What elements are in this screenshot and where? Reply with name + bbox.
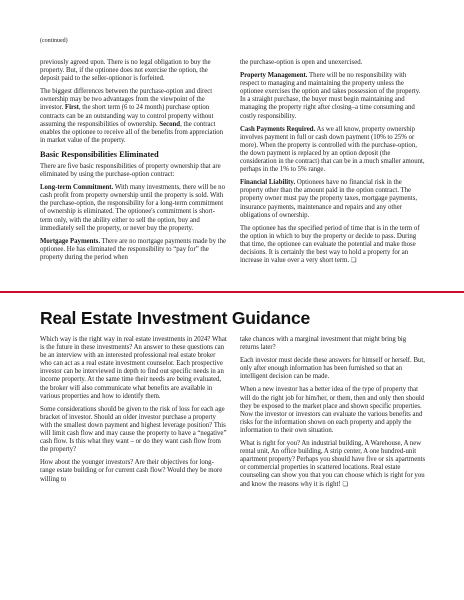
text: As we all know, property ownership involves payment in full or cash down payment (10% to 25% or more). When the property is controlled with the purchase-option, the down payment is replaced by an option deposit (the consideration in the contract) that can be in a much smaller amount, perhaps in the 1% to 5% range.	[240, 125, 425, 174]
paragraph	[40, 88, 226, 145]
emphasis: Second	[159, 120, 181, 128]
run-in-heading: Property Management.	[240, 72, 308, 80]
end-mark-icon: ❏	[351, 257, 357, 265]
text: The biggest differences between the purchase-option and direct ownership may be two advantages from the viewpoint of the investor.	[40, 88, 213, 112]
run-in-heading: Mortgage Payments.	[40, 237, 101, 245]
paragraph	[240, 225, 426, 265]
paragraph: Each investor must decide these answers for himself or herself. But, only after enough information has been furnished so that an intelligent decision can be made.	[240, 357, 425, 381]
article-title: Real Estate Investment Guidance	[40, 308, 311, 328]
text: There will be no responsibility with respect to managing and maintaining the property unless the optionee exercises the option and takes possession of the property. In a straight purchase, the buyer must begin maintaining and managing the property right after closing–a time consuming and costly responsibility.	[240, 72, 421, 120]
article-left-column	[40, 336, 228, 489]
emphasis: First	[64, 104, 79, 112]
run-in-heading: Long-term Commitment.	[40, 184, 114, 192]
text: What is right for you? An industrial building, A Warehouse, A new rental unit, An office building, A strip center, A one hundred-unit apartment property? Perhaps you should have five or six apartments or commercial properties in scattered locations. Real estate counseling can show you that you can choose which is right for you and know the reasons why it is right!	[240, 440, 426, 488]
paragraph: take chances with a marginal investment that might bring big returns later?	[240, 336, 407, 352]
section-divider	[0, 291, 464, 293]
run-in-heading: Cash Payments Required.	[240, 125, 316, 133]
text: With many investments, there will be no cash profit from property ownership until the property is sold. With the purchase-option, the responsibility for a long-term commitment of ownership is eliminated. The optionee's commitment is short-term only, with the ability either to sell the option, buy and immediately sell the property, or never buy the property.	[40, 184, 225, 232]
paragraph: Some considerations should be given to the risk of loss for each age bracket of investor. Should an older investor purchase a property with the smallest down payment and highest leverage position? This will limit cash flow and may cause the property to have a “negative” cash flow. Is this what they want – or do they want cash flow from the property?	[40, 405, 227, 454]
paragraph	[240, 179, 426, 219]
text: The optionee has the specified period of time that is in the term of the option in which to buy the property or decide to pass. During that time, the optionee can evaluate the potential and make those decisions. It is certainly the best way to hold a property for an increase in value over a very short term.	[240, 224, 420, 265]
article-right-column	[240, 336, 426, 494]
paragraph	[240, 72, 426, 121]
paragraph	[40, 184, 226, 233]
paragraph: the purchase-option is open and unexercised.	[240, 59, 363, 66]
text: , the contract enables the optionee to receive all of the benefits from appreciation in market value of the property.	[40, 120, 224, 144]
paragraph: previously agreed upon. There is no legal obligation to buy the property. But, if the optionee does not exercise the option, the deposit paid to the seller-optionor is forfeited.	[40, 59, 211, 83]
end-mark-icon: ❏	[342, 480, 349, 488]
paragraph	[240, 126, 426, 175]
paragraph: Which way is the right way in real estate investments in 2024? What is the future in these investments? An answer to these questions can be an interview with an interested professional real estate broker who can act as a real estate investment counselor. Each prospective investor can be interviewed in depth to find out specific needs in an income property. At the same time their needs are being evaluated, the broker will also communicate what benefits are available in various properties and how to identify them.	[40, 336, 227, 400]
top-left-column	[40, 59, 226, 267]
text: Optionees have no financial risk in the property other than the amount paid in the option contract. The property owner must pay the property taxes, mortgage payments, insurance payments, maintenance and repairs and any other obligations of ownership.	[240, 179, 418, 219]
paragraph	[40, 238, 226, 262]
section-heading: Basic Responsibilities Eliminated	[40, 149, 159, 159]
continued-label: (continued)	[40, 38, 68, 44]
paragraph: When a new investor has a better idea of the type of property that will do the right job for him/her, or them, then and only then should they be exposed to the market place and shown specific properties. Now the investor or investors can evaluate the various benefits and risks for the information shown on each property and apply the information to their own situation.	[240, 386, 425, 434]
paragraph: How about the younger investors? Are their objectives for long-range estate building or for current cash flow? Would they be more willing to	[40, 459, 223, 483]
text: , the short term (6 to 24 month) purchase option contracts can be an outstanding way to control property without assuming the responsibilities of ownership.	[40, 104, 214, 128]
paragraph: There are five basic responsibilities of property ownership that are eliminated by using the purchase-option contract:	[40, 162, 221, 179]
text: There are no mortgage payments made by the optionee. He has eliminated the responsibility to “pay for” the property during the period when	[40, 237, 226, 261]
top-right-column	[240, 59, 426, 270]
paragraph	[240, 440, 426, 489]
run-in-heading: Financial Liability.	[240, 179, 296, 187]
